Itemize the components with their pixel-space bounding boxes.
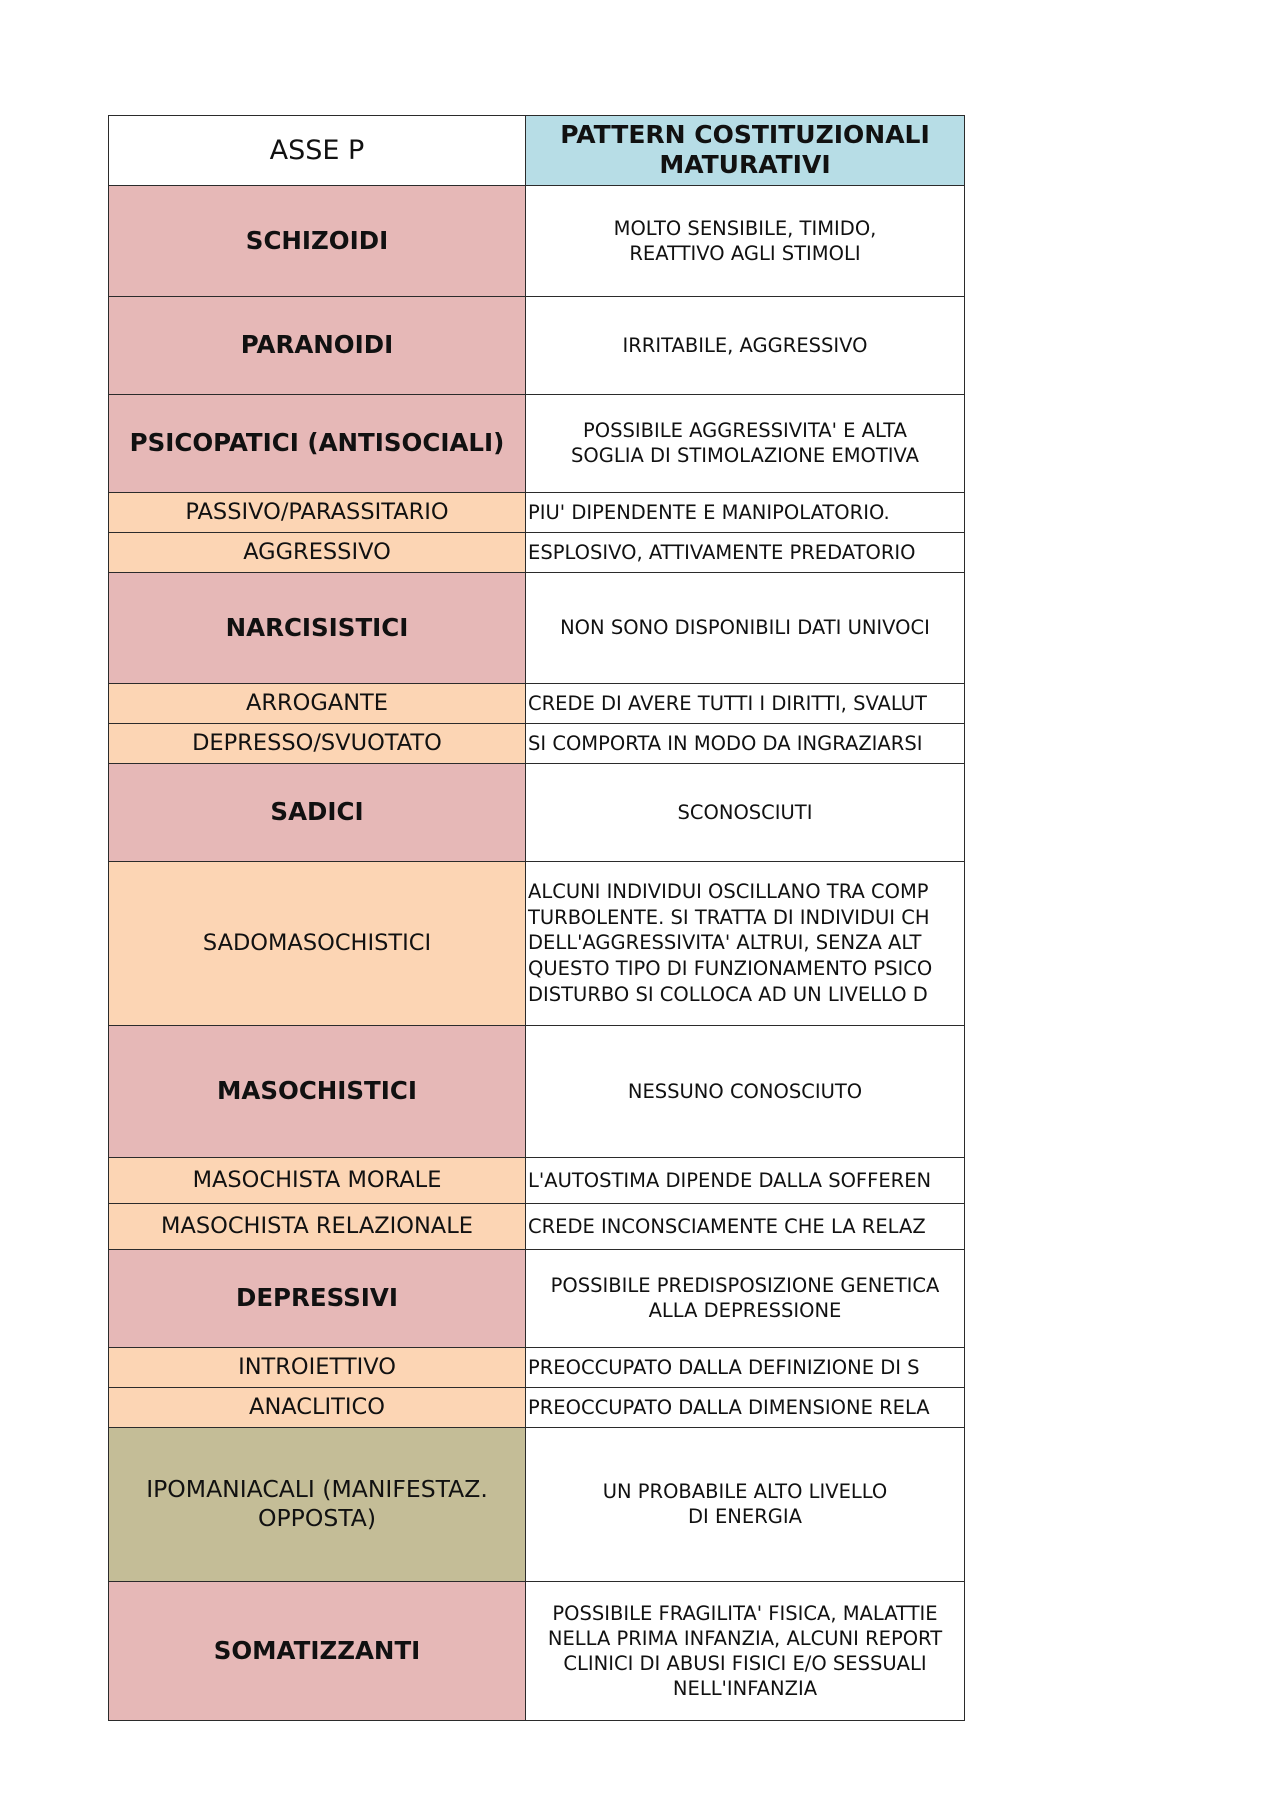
- row-label-sadici: SADICI: [108, 763, 527, 863]
- row-text-schizoidi: MOLTO SENSIBILE, TIMIDO, REATTIVO AGLI STIMOLI: [525, 185, 965, 298]
- row-label-paranoidi: PARANOIDI: [108, 296, 527, 396]
- row-label-introiettivo: INTROIETTIVO: [108, 1347, 527, 1389]
- row-text-arrogante: CREDE DI AVERE TUTTI I DIRITTI, SVALUT: [525, 683, 965, 725]
- table-row: [109, 1204, 965, 1250]
- table-row: [109, 862, 965, 1026]
- row-label-sadomasochistici: SADOMASOCHISTICI: [108, 861, 527, 1027]
- table-row: [109, 573, 965, 684]
- row-text-depressivi: POSSIBILE PREDISPOSIZIONE GENETICA ALLA DEPRESSIONE: [525, 1249, 965, 1349]
- row-label-schizoidi: SCHIZOIDI: [108, 185, 527, 298]
- row-label-passivo-parassitario: PASSIVO/PARASSITARIO: [108, 492, 527, 534]
- row-label-arrogante: ARROGANTE: [108, 683, 527, 725]
- row-text-somatizzanti: POSSIBILE FRAGILITA' FISICA, MALATTIE NELLA PRIMA INFANZIA, ALCUNI REPORT CLINICI DI ABUSI FISICI E/O SESSUALI NELL'INFANZIA: [525, 1581, 965, 1722]
- table-row: [109, 764, 965, 862]
- header-pattern-costituzionali: PATTERN COSTITUZIONALI MATURATIVI: [525, 115, 965, 187]
- table-row: [109, 1348, 965, 1388]
- row-text-masochistici: NESSUNO CONOSCIUTO: [525, 1025, 965, 1159]
- row-text-narcisistici: NON SONO DISPONIBILI DATI UNIVOCI: [525, 572, 965, 685]
- row-text-passivo-parassitario: PIU' DIPENDENTE E MANIPOLATORIO.: [525, 492, 965, 534]
- row-label-masochista-morale: MASOCHISTA MORALE: [108, 1157, 527, 1205]
- row-label-aggressivo: AGGRESSIVO: [108, 532, 527, 574]
- row-label-narcisistici: NARCISISTICI: [108, 572, 527, 685]
- row-text-depresso-svuotato: SI COMPORTA IN MODO DA INGRAZIARSI: [525, 723, 965, 765]
- row-text-masochista-morale: L'AUTOSTIMA DIPENDE DALLA SOFFEREN: [525, 1157, 965, 1205]
- row-text-introiettivo: PREOCCUPATO DALLA DEFINIZIONE DI S: [525, 1347, 965, 1389]
- row-label-masochistici: MASOCHISTICI: [108, 1025, 527, 1159]
- table-row: [109, 1388, 965, 1428]
- row-text-psicopatici: POSSIBILE AGGRESSIVITA' E ALTA SOGLIA DI STIMOLAZIONE EMOTIVA: [525, 394, 965, 494]
- header-row: [109, 116, 965, 186]
- table-row: [109, 1428, 965, 1582]
- row-text-sadomasochistici: ALCUNI INDIVIDUI OSCILLANO TRA COMP TURBOLENTE. SI TRATTA DI INDIVIDUI CH DELL'AGGRESSIVITA' ALTRUI, SENZA ALT QUESTO TIPO DI FUNZIONAMENTO PSICO DISTURBO SI COLLOCA AD UN LIVELLO D: [525, 861, 965, 1027]
- row-text-ipomaniacali: UN PROBABILE ALTO LIVELLO DI ENERGIA: [525, 1427, 965, 1583]
- table-row: [109, 297, 965, 395]
- table-row: [109, 1250, 965, 1348]
- table-row: [109, 186, 965, 297]
- table-row: [109, 493, 965, 533]
- table-row: [109, 1582, 965, 1721]
- row-text-paranoidi: IRRITABILE, AGGRESSIVO: [525, 296, 965, 396]
- header-asse-p: ASSE P: [108, 115, 527, 187]
- row-label-masochista-relazionale: MASOCHISTA RELAZIONALE: [108, 1203, 527, 1251]
- table-row: [109, 1026, 965, 1158]
- row-label-somatizzanti: SOMATIZZANTI: [108, 1581, 527, 1722]
- row-label-depresso-svuotato: DEPRESSO/SVUOTATO: [108, 723, 527, 765]
- table-row: [109, 395, 965, 493]
- row-label-depressivi: DEPRESSIVI: [108, 1249, 527, 1349]
- personality-table: [109, 116, 965, 1721]
- table-row: [109, 684, 965, 724]
- row-text-aggressivo: ESPLOSIVO, ATTIVAMENTE PREDATORIO: [525, 532, 965, 574]
- table-row: [109, 724, 965, 764]
- table-row: [109, 1158, 965, 1204]
- row-text-anaclitico: PREOCCUPATO DALLA DIMENSIONE RELA: [525, 1387, 965, 1429]
- row-label-psicopatici: PSICOPATICI (ANTISOCIALI): [108, 394, 527, 494]
- row-text-masochista-relazionale: CREDE INCONSCIAMENTE CHE LA RELAZ: [525, 1203, 965, 1251]
- row-label-ipomaniacali: IPOMANIACALI (MANIFESTAZ. OPPOSTA): [108, 1427, 527, 1583]
- row-label-anaclitico: ANACLITICO: [108, 1387, 527, 1429]
- table-row: [109, 533, 965, 573]
- row-text-sadici: SCONOSCIUTI: [525, 763, 965, 863]
